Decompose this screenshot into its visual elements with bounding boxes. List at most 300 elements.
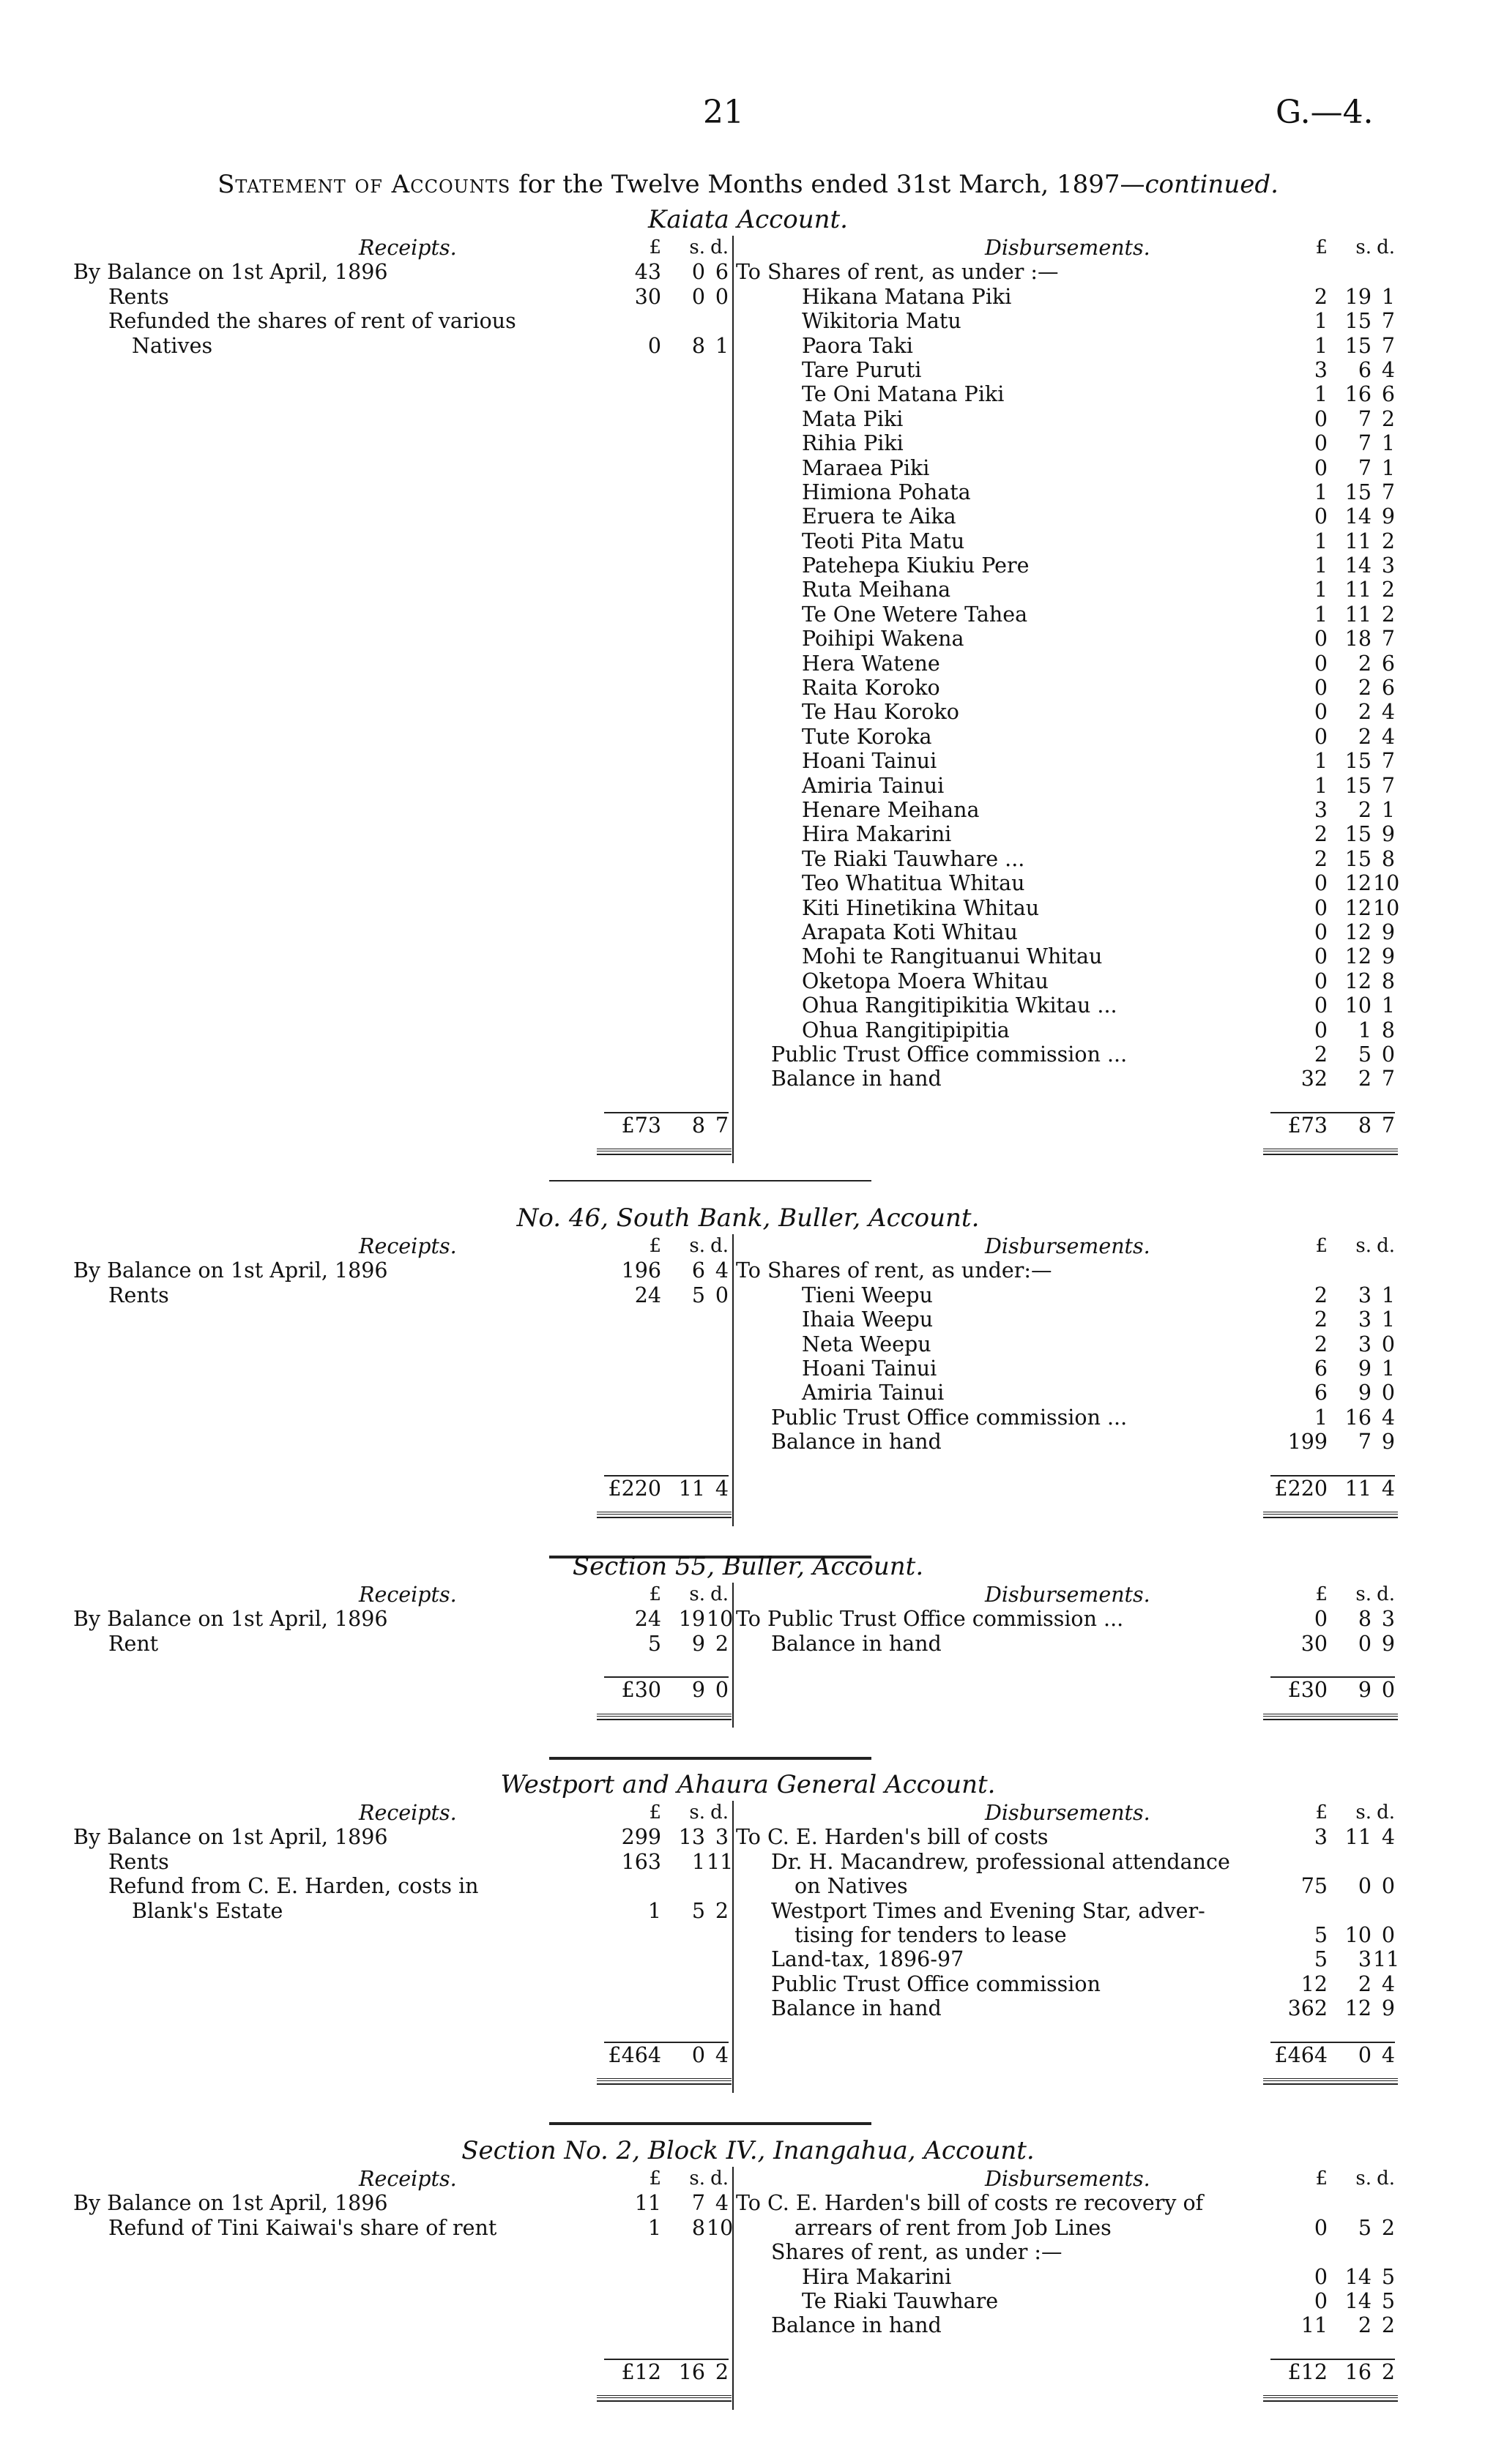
amount-pounds: 1 xyxy=(1314,309,1328,334)
amount-pence: 8 xyxy=(1381,968,1395,993)
amount-pence: 4 xyxy=(1381,1825,1395,1850)
amount-pence: 2 xyxy=(1381,406,1395,431)
amount-pounds: 1 xyxy=(1314,773,1328,798)
amount xyxy=(1270,553,1395,578)
amount-pounds: 24 xyxy=(634,1607,661,1632)
disbursements-line-item xyxy=(736,1042,1395,1067)
amount-pence: 7 xyxy=(1381,479,1395,504)
pound-heading: £ xyxy=(1315,1235,1328,1257)
pence-heading: d. xyxy=(1377,2168,1395,2189)
receipts-total xyxy=(73,2359,729,2383)
receipts-heading-label: Receipts. xyxy=(359,236,457,260)
amount-pence: 2 xyxy=(1381,2313,1395,2338)
disbursements-item-label: tising for tenders to lease xyxy=(794,1922,1067,1947)
amount xyxy=(1270,895,1400,920)
amount-shillings: 2 xyxy=(1358,797,1372,822)
document-reference: G.—4. xyxy=(1276,94,1374,131)
amount-shillings: 11 xyxy=(1344,602,1372,627)
amount-pounds: 5 xyxy=(1314,1922,1328,1947)
account-title: Kaiata Account. xyxy=(648,205,848,234)
amount-pence: 4 xyxy=(1381,357,1395,382)
amount-pounds: 163 xyxy=(621,1849,661,1874)
amount xyxy=(1270,652,1395,676)
amount-pounds: 2 xyxy=(1314,284,1328,309)
amount-pence: 7 xyxy=(1381,773,1395,798)
amount-shillings: 14 xyxy=(1344,504,1372,529)
amount-pence: 9 xyxy=(1381,1430,1395,1455)
disbursements-item-label: Te Oni Matana Piki xyxy=(802,382,1005,407)
receipts-item-label: By Balance on 1st April, 1896 xyxy=(73,2191,388,2216)
amount xyxy=(1270,774,1395,798)
amount-shillings: 2 xyxy=(1358,1971,1372,1996)
disbursements-item-label: Tare Puruti xyxy=(802,357,922,382)
amount xyxy=(604,1874,729,1898)
total-pence: 7 xyxy=(1381,1113,1395,1138)
receipts-column xyxy=(73,2167,734,2240)
amount-pounds: 5 xyxy=(1314,1947,1328,1972)
amount-pence: 4 xyxy=(715,2191,729,2216)
disbursements-item-label: Ruta Meihana xyxy=(802,578,951,602)
total-amount xyxy=(604,1475,729,1508)
disbursements-line-item xyxy=(736,944,1395,968)
column-divider xyxy=(732,2167,734,2410)
receipts-column-heading xyxy=(73,1234,729,1258)
amount-pence: 2 xyxy=(1381,578,1395,602)
amount xyxy=(1270,2313,1395,2337)
amount-pounds: 2 xyxy=(1314,822,1328,847)
amount-pounds: 3 xyxy=(1314,1825,1328,1850)
pence-heading: d. xyxy=(1377,236,1395,258)
total-pence: 0 xyxy=(715,1678,729,1703)
amount-pence: 9 xyxy=(1381,1631,1395,1656)
amount-shillings: 15 xyxy=(1344,333,1372,358)
amount xyxy=(1270,1972,1395,1996)
disbursements-line-item xyxy=(736,1825,1395,1849)
amount-shillings: 8 xyxy=(691,333,705,358)
amount xyxy=(1270,1923,1395,1947)
section-divider xyxy=(549,1757,871,1760)
amount xyxy=(1270,2265,1395,2289)
amount xyxy=(604,260,729,284)
amount-pence: 3 xyxy=(1381,1607,1395,1632)
amount-pence: 10 xyxy=(1373,871,1400,896)
amount-pounds: 6 xyxy=(1314,1381,1328,1405)
amount-pounds: 1 xyxy=(1314,578,1328,602)
disbursements-item-label: Oketopa Moera Whitau xyxy=(802,968,1049,993)
disbursements-total xyxy=(736,2042,1395,2066)
pound-heading: £ xyxy=(649,1235,661,1257)
disbursements-line-item xyxy=(736,798,1395,822)
statement-title xyxy=(0,170,1496,199)
amount-shillings: 19 xyxy=(678,1607,705,1632)
receipts-column-heading xyxy=(73,2167,729,2191)
disbursements-item-label: To Shares of rent, as under:— xyxy=(736,1258,1052,1283)
total-amount xyxy=(604,1112,729,1145)
amount xyxy=(604,1849,734,1874)
disbursements-item-label: Public Trust Office commission ... xyxy=(771,1405,1128,1430)
disbursements-line-item xyxy=(736,1018,1395,1042)
amount-pounds: 5 xyxy=(647,1631,661,1656)
column-divider xyxy=(732,1801,734,2093)
amount-shillings: 1 xyxy=(1358,1018,1372,1042)
disbursements-item-label: Hira Makarini xyxy=(802,2264,952,2289)
amount-pence: 1 xyxy=(1381,1283,1395,1307)
amount-pounds: 11 xyxy=(1300,2313,1328,2338)
amount-pence: 6 xyxy=(715,260,729,285)
account-title: Section No. 2, Block IV., Inangahua, Account. xyxy=(461,2136,1035,2165)
amount-pence: 4 xyxy=(715,1258,729,1283)
amount-pence: 7 xyxy=(1381,1067,1395,1091)
amount-pence: 7 xyxy=(1381,309,1395,334)
amount xyxy=(1270,1307,1395,1332)
receipts-item-label: By Balance on 1st April, 1896 xyxy=(73,1258,388,1283)
amount-shillings: 15 xyxy=(1344,479,1372,504)
disbursements-item-label: Wikitoria Matu xyxy=(802,309,961,334)
shilling-heading: s. xyxy=(1355,2168,1372,2189)
total-shillings: 0 xyxy=(1358,2042,1372,2067)
total-amount xyxy=(604,2359,729,2392)
disbursements-item-label: Ohua Rangitipikitia Wkitau ... xyxy=(802,993,1117,1018)
amount-shillings: 9 xyxy=(691,1631,705,1656)
amount-pounds: 43 xyxy=(634,260,661,285)
receipts-line-item xyxy=(73,1632,729,1656)
amount-shillings: 15 xyxy=(1344,822,1372,847)
disbursements-line-item xyxy=(736,969,1395,993)
amount xyxy=(1270,2191,1395,2215)
amount-pence: 4 xyxy=(1381,1971,1395,1996)
amount xyxy=(604,1899,729,1923)
receipts-line-item xyxy=(73,1607,734,1632)
amount-pence: 0 xyxy=(1381,1381,1395,1405)
receipts-line-item xyxy=(73,285,729,309)
disbursements-line-item xyxy=(736,504,1395,529)
disbursements-item-label: Raita Koroko xyxy=(802,676,940,701)
title-period: for the Twelve Months ended 31st March, 1897— xyxy=(510,170,1145,199)
amount-pence: 2 xyxy=(715,1898,729,1923)
disbursements-line-item xyxy=(736,1607,1395,1631)
amount-shillings: 1 xyxy=(691,1849,705,1874)
amount-pounds: 0 xyxy=(1314,871,1328,896)
disbursements-column xyxy=(736,1234,1395,1455)
amount-shillings: 5 xyxy=(1358,1042,1372,1067)
amount xyxy=(1270,260,1395,284)
disbursements-heading-label: Disbursements. xyxy=(985,1583,1150,1607)
amount-shillings: 12 xyxy=(1344,919,1372,944)
total-pence: 4 xyxy=(715,2042,729,2067)
disbursements-item-label: Teoti Pita Matu xyxy=(802,529,965,553)
shilling-heading: s. xyxy=(1355,1583,1372,1605)
amount xyxy=(1270,1356,1395,1381)
amount-shillings: 12 xyxy=(1344,895,1372,920)
disbursements-item-label: To Shares of rent, as under :— xyxy=(736,260,1059,285)
amount xyxy=(1270,456,1395,480)
currency-headings xyxy=(1270,1801,1395,1825)
account-title: Section 55, Buller, Account. xyxy=(572,1552,924,1581)
disbursements-item-label: Hera Watene xyxy=(802,651,940,676)
disbursements-line-item xyxy=(736,749,1395,773)
amount-shillings: 15 xyxy=(1344,309,1372,334)
amount-pounds: 0 xyxy=(1314,944,1328,969)
amount xyxy=(1270,407,1395,431)
pound-heading: £ xyxy=(649,1583,661,1605)
amount xyxy=(1270,1430,1395,1454)
disbursements-line-item xyxy=(736,285,1395,309)
pound-heading: £ xyxy=(649,2168,661,2189)
amount-pence: 9 xyxy=(1381,504,1395,529)
amount xyxy=(1270,285,1395,309)
disbursements-item-label: Balance in hand xyxy=(771,1067,942,1091)
amount xyxy=(1270,431,1395,455)
disbursements-line-item xyxy=(736,480,1395,504)
disbursements-heading-label: Disbursements. xyxy=(985,2167,1150,2191)
pence-heading: d. xyxy=(710,1235,729,1257)
amount xyxy=(1270,871,1400,896)
amount-pence: 1 xyxy=(1381,1307,1395,1332)
shilling-heading: s. xyxy=(1355,1235,1372,1257)
disbursements-item-label: Mohi te Rangituanui Whitau xyxy=(802,944,1103,969)
amount-pounds: 0 xyxy=(1314,651,1328,676)
amount xyxy=(1270,1850,1395,1874)
amount xyxy=(1270,993,1395,1018)
amount-pounds: 2 xyxy=(1314,1042,1328,1067)
amount xyxy=(1270,529,1395,553)
disbursements-line-item xyxy=(736,725,1395,749)
amount-pounds: 2 xyxy=(1314,1307,1328,1332)
disbursements-item-label: Shares of rent, as under :— xyxy=(771,2240,1063,2265)
amount-shillings: 7 xyxy=(1358,406,1372,431)
total-shillings: 9 xyxy=(1358,1678,1372,1703)
amount-pence: 8 xyxy=(1381,846,1395,871)
amount-shillings: 15 xyxy=(1344,846,1372,871)
total-amount xyxy=(1270,2359,1395,2392)
total-pounds: £220 xyxy=(1274,1476,1328,1501)
amount-pence: 0 xyxy=(1381,1332,1395,1356)
amount-shillings: 6 xyxy=(1358,357,1372,382)
amount-pence: 0 xyxy=(1381,1922,1395,1947)
disbursements-line-item xyxy=(736,2191,1395,2215)
amount-shillings: 3 xyxy=(1358,1332,1372,1356)
disbursements-column xyxy=(736,2167,1395,2338)
amount-pounds: 3 xyxy=(1314,797,1328,822)
amount-shillings: 16 xyxy=(1344,382,1372,407)
disbursements-item-label: Neta Weepu xyxy=(802,1332,931,1356)
amount-shillings: 7 xyxy=(691,2191,705,2216)
receipts-column xyxy=(73,1801,734,1923)
total-pence: 2 xyxy=(715,2359,729,2384)
amount-pence: 7 xyxy=(1381,627,1395,652)
total-pounds: £464 xyxy=(608,2042,661,2067)
disbursements-line-item xyxy=(736,1947,1400,1972)
amount-pounds: 3 xyxy=(1314,357,1328,382)
disbursements-line-item xyxy=(736,529,1395,553)
amount-pence: 10 xyxy=(1373,895,1400,920)
amount xyxy=(1270,1996,1395,2020)
amount-pence: 2 xyxy=(715,1631,729,1656)
disbursements-column-heading xyxy=(736,1801,1395,1825)
amount-pounds: 1 xyxy=(1314,529,1328,553)
amount-pence: 2 xyxy=(1381,529,1395,553)
amount xyxy=(1270,1381,1395,1405)
disbursements-column xyxy=(736,1801,1400,2021)
disbursements-line-item xyxy=(736,309,1395,333)
disbursements-total xyxy=(736,1676,1395,1703)
disbursements-item-label: Maraea Piki xyxy=(802,455,930,480)
disbursements-item-label: Dr. H. Macandrew, professional attendance xyxy=(771,1849,1230,1874)
disbursements-line-item xyxy=(736,895,1400,920)
amount xyxy=(1270,1632,1395,1656)
receipts-line-item xyxy=(73,334,729,358)
total-shillings: 16 xyxy=(1344,2359,1372,2384)
amount-shillings: 11 xyxy=(1344,1825,1372,1850)
disbursements-line-item xyxy=(736,431,1395,455)
disbursements-line-item xyxy=(736,358,1395,382)
disbursements-item-label: Paora Taki xyxy=(802,333,913,358)
disbursements-item-label: Balance in hand xyxy=(771,1430,942,1455)
pence-heading: d. xyxy=(710,236,729,258)
total-shillings: 8 xyxy=(691,1113,705,1138)
currency-headings xyxy=(604,1234,729,1258)
receipts-column-heading xyxy=(73,1583,729,1607)
amount-pounds: 2 xyxy=(1314,1283,1328,1307)
amount-pence: 5 xyxy=(1381,2288,1395,2313)
disbursements-item-label: Balance in hand xyxy=(771,1996,942,2021)
pound-heading: £ xyxy=(649,236,661,258)
amount-shillings: 16 xyxy=(1344,1405,1372,1430)
amount-pounds: 32 xyxy=(1300,1067,1328,1091)
amount xyxy=(1270,1947,1400,1972)
disbursements-line-item xyxy=(736,1899,1395,1923)
amount-pounds: 362 xyxy=(1287,1996,1328,2021)
amount xyxy=(1270,847,1395,871)
column-divider xyxy=(732,236,734,1163)
disbursements-item-label: Eruera te Aika xyxy=(802,504,956,529)
receipts-total xyxy=(73,2042,729,2066)
receipts-column xyxy=(73,1234,729,1307)
amount-pounds: 12 xyxy=(1300,1971,1328,1996)
amount-pence: 2 xyxy=(1381,602,1395,627)
receipts-total xyxy=(73,1676,729,1703)
disbursements-line-item xyxy=(736,334,1395,358)
disbursements-item-label: Te Riaki Tauwhare xyxy=(802,2288,999,2313)
disbursements-item-label: To Public Trust Office commission ... xyxy=(736,1607,1124,1632)
disbursements-line-item xyxy=(736,578,1395,602)
amount-pounds: 30 xyxy=(1300,1631,1328,1656)
amount-pounds: 1 xyxy=(1314,382,1328,407)
amount-pounds: 1 xyxy=(1314,553,1328,578)
disbursements-item-label: Tute Koroka xyxy=(802,724,932,749)
amount-pounds: 1 xyxy=(1314,479,1328,504)
disbursements-column-heading xyxy=(736,1234,1395,1258)
disbursements-line-item xyxy=(736,652,1395,676)
disbursements-line-item xyxy=(736,1972,1395,1996)
amount-pence: 1 xyxy=(1381,993,1395,1018)
column-divider xyxy=(732,1234,734,1526)
amount-pounds: 1 xyxy=(1314,602,1328,627)
amount xyxy=(1270,2289,1395,2313)
amount-pence: 6 xyxy=(1381,651,1395,676)
amount xyxy=(604,2215,734,2240)
amount-shillings: 9 xyxy=(1358,1381,1372,1405)
amount xyxy=(1270,676,1395,700)
amount-shillings: 12 xyxy=(1344,968,1372,993)
disbursements-item-label: Tieni Weepu xyxy=(802,1283,933,1307)
amount xyxy=(1270,725,1395,749)
amount xyxy=(1270,309,1395,333)
amount-pounds: 30 xyxy=(634,284,661,309)
amount-pence: 10 xyxy=(707,1607,734,1632)
disbursements-total xyxy=(736,1475,1395,1499)
amount-pounds: 0 xyxy=(1314,2288,1328,2313)
total-pence: 4 xyxy=(715,1476,729,1501)
amount-pounds: 2 xyxy=(1314,846,1328,871)
amount-pence: 1 xyxy=(1381,797,1395,822)
amount xyxy=(1270,1258,1395,1283)
disbursements-line-item xyxy=(736,260,1395,284)
total-pence: 4 xyxy=(1381,1476,1395,1501)
amount xyxy=(1270,969,1395,993)
receipts-line-item xyxy=(73,2191,729,2215)
amount xyxy=(1270,334,1395,358)
amount xyxy=(1270,627,1395,651)
amount-pence: 3 xyxy=(715,1825,729,1850)
amount-pence: 7 xyxy=(1381,749,1395,774)
disbursements-item-label: Kiti Hinetikina Whitau xyxy=(802,895,1040,920)
receipts-heading-label: Receipts. xyxy=(359,1583,457,1607)
amount-shillings: 3 xyxy=(1358,1307,1372,1332)
amount-pounds: 0 xyxy=(1314,724,1328,749)
disbursements-item-label: Himiona Pohata xyxy=(802,479,971,504)
amount-pence: 9 xyxy=(1381,919,1395,944)
shilling-heading: s. xyxy=(1355,236,1372,258)
amount-shillings: 12 xyxy=(1344,944,1372,969)
amount xyxy=(604,285,729,309)
total-shillings: 0 xyxy=(691,2042,705,2067)
disbursements-line-item xyxy=(736,1307,1395,1332)
currency-headings xyxy=(1270,2167,1395,2191)
total-pounds: £220 xyxy=(608,1476,661,1501)
disbursements-item-label: Westport Times and Evening Star, adver- xyxy=(771,1898,1205,1923)
amount-pence: 0 xyxy=(715,1283,729,1307)
receipts-line-item xyxy=(73,1258,729,1283)
receipts-item-label: Rents xyxy=(108,1849,169,1874)
amount-shillings: 5 xyxy=(1358,2215,1372,2240)
disbursements-line-item xyxy=(736,456,1395,480)
amount-shillings: 2 xyxy=(1358,676,1372,701)
amount-pence: 1 xyxy=(1381,1356,1395,1381)
pence-heading: d. xyxy=(1377,1802,1395,1823)
disbursements-line-item xyxy=(736,2240,1395,2264)
amount-shillings: 10 xyxy=(1344,1922,1372,1947)
amount-pounds: 1 xyxy=(1314,333,1328,358)
amount-shillings: 7 xyxy=(1358,431,1372,456)
disbursements-item-label: Rihia Piki xyxy=(802,431,904,456)
receipts-item-label: By Balance on 1st April, 1896 xyxy=(73,1607,388,1632)
disbursements-line-item xyxy=(736,553,1395,578)
disbursements-line-item xyxy=(736,871,1400,896)
amount xyxy=(1270,2240,1395,2264)
disbursements-item-label: Te Hau Koroko xyxy=(802,700,959,725)
amount xyxy=(604,1632,729,1656)
shilling-heading: s. xyxy=(689,1235,705,1257)
page-number: 21 xyxy=(703,94,744,131)
amount-pounds: 0 xyxy=(1314,993,1328,1018)
amount-shillings: 2 xyxy=(1358,1067,1372,1091)
shilling-heading: s. xyxy=(689,2168,705,2189)
amount xyxy=(1270,700,1395,724)
amount xyxy=(1270,1405,1395,1430)
amount-shillings: 15 xyxy=(1344,773,1372,798)
amount-pounds: 6 xyxy=(1314,1356,1328,1381)
